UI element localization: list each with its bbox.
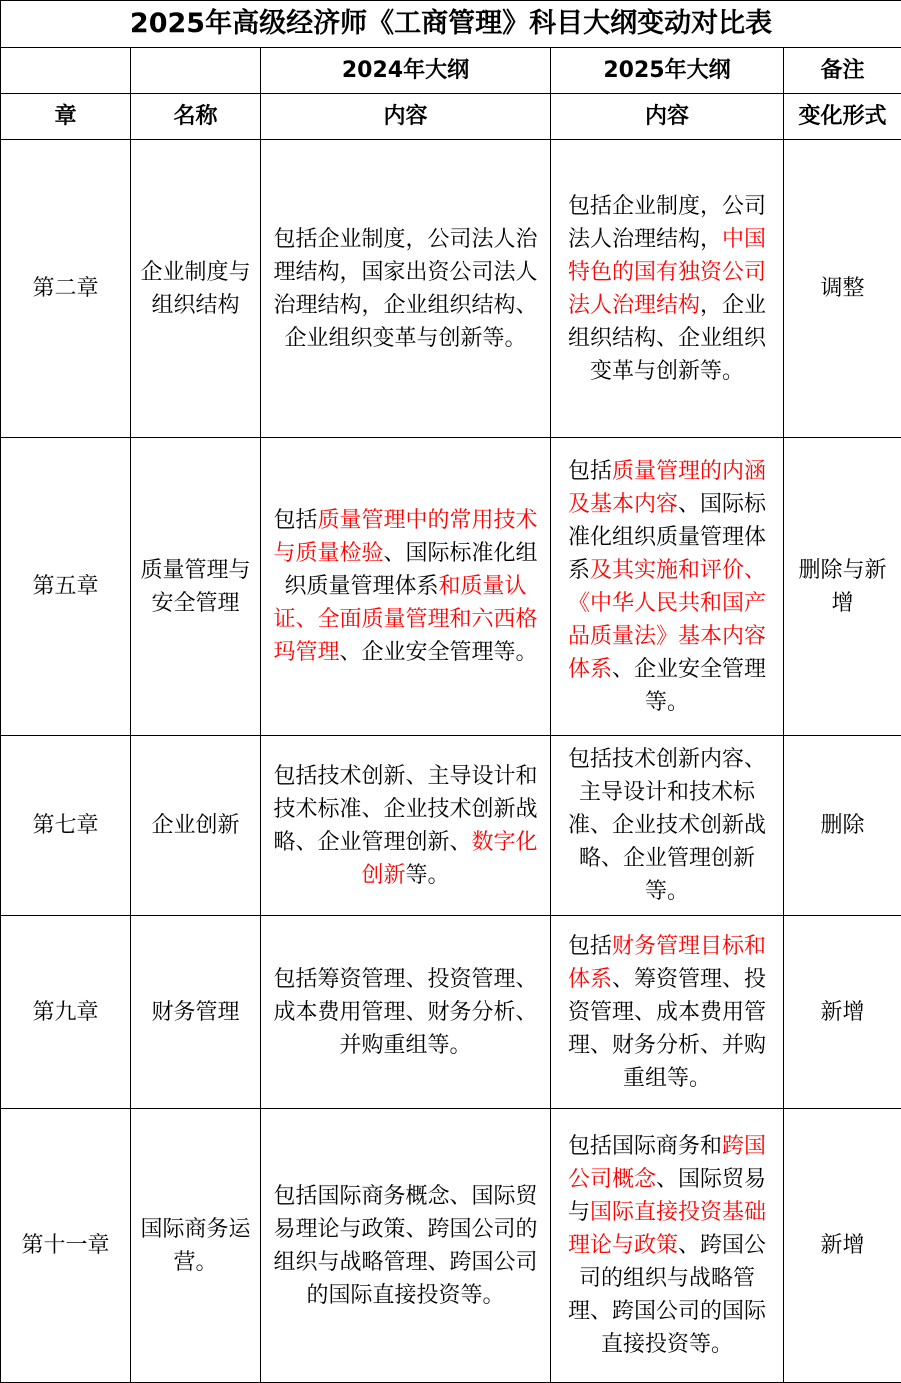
content-text: 包括企业制度，公司法人治理结构，国家出资公司法人治理结构，企业组织结构、企业组织变革与创新等。: [273, 227, 537, 351]
change-type-cell: 调整: [784, 140, 901, 438]
name-cell: 国际商务运营。: [131, 1109, 261, 1383]
chapter-cell: 第十一章: [1, 1109, 131, 1383]
content-2025-cell: [551, 140, 784, 438]
content-text: 包括国际商务概念、国际贸易理论与政策、跨国公司的组织与战略管理、跨国公司的国际直接投资等。: [273, 1184, 537, 1308]
header-content-2025: 内容: [551, 94, 784, 140]
content-text: 、国际贸易与: [568, 1167, 766, 1225]
content-text: ，企业组织结构、企业组织变革与创新等。: [568, 293, 766, 384]
content-text: 包括筹资管理、投资管理、成本费用管理、财务分析、并购重组等。: [273, 967, 537, 1058]
header-2024-syllabus: 2024年大纲: [261, 48, 551, 94]
content-2024-cell: [261, 438, 551, 736]
content-2025-cell: [551, 736, 784, 916]
content-text: 等。: [406, 863, 450, 888]
header-content-2024: 内容: [261, 94, 551, 140]
header-row-1: [1, 48, 901, 94]
change-type-cell: 新增: [784, 1109, 901, 1383]
content-text: 包括: [273, 508, 317, 533]
content-text: 包括: [568, 459, 612, 484]
content-2024-cell: [261, 736, 551, 916]
highlighted-change-text: 数字化创新: [361, 830, 537, 888]
highlighted-change-text: 财务管理目标和体系: [568, 934, 766, 992]
content-2025-cell: [551, 438, 784, 736]
table-row: [1, 438, 901, 736]
content-2024-cell: [261, 916, 551, 1109]
chapter-cell: 第五章: [1, 438, 131, 736]
change-type-cell: 删除: [784, 736, 901, 916]
header-remarks: 备注: [784, 48, 901, 94]
content-text: 、企业安全管理等。: [612, 657, 766, 715]
highlighted-change-text: 跨国公司概念: [568, 1134, 766, 1192]
title-row: [1, 1, 901, 48]
name-cell: 企业创新: [131, 736, 261, 916]
header-2025-syllabus: 2025年大纲: [551, 48, 784, 94]
highlighted-change-text: 和质量认证、全面质量管理和六西格玛管理: [273, 574, 537, 665]
chapter-cell: 第二章: [1, 140, 131, 438]
change-type-cell: 删除与新增: [784, 438, 901, 736]
content-text: 包括企业制度，公司法人治理结构，: [568, 194, 766, 252]
header-name: 名称: [131, 94, 261, 140]
content-text: 、国际标准化组织质量管理体系: [284, 541, 537, 599]
name-cell: 企业制度与组织结构: [131, 140, 261, 438]
table-row: [1, 916, 901, 1109]
header-blank-1: [1, 48, 131, 94]
highlighted-change-text: 国际直接投资基础理论与政策: [568, 1200, 766, 1258]
content-text: 包括: [568, 934, 612, 959]
content-text: 、企业安全管理等。: [340, 640, 538, 665]
header-row-2: [1, 94, 901, 140]
content-2024-cell: [261, 1109, 551, 1383]
content-text: 包括国际商务和: [568, 1134, 722, 1159]
highlighted-change-text: 及其实施和评价、《中华人民共和国产品质量法》基本内容体系: [568, 558, 766, 682]
content-text: 、跨国公司的组织与战略管理、跨国公司的国际直接投资等。: [568, 1233, 766, 1357]
name-cell: 质量管理与安全管理: [131, 438, 261, 736]
change-type-cell: 新增: [784, 916, 901, 1109]
header-change-type: 变化形式: [784, 94, 901, 140]
highlighted-change-text: 质量管理的内涵及基本内容: [568, 459, 766, 517]
chapter-cell: 第七章: [1, 736, 131, 916]
table-row: [1, 140, 901, 438]
content-text: 包括技术创新内容、主导设计和技术标准、企业技术创新战略、企业管理创新等。: [568, 747, 766, 904]
content-2025-cell: [551, 916, 784, 1109]
content-text: 包括技术创新、主导设计和技术标准、企业技术创新战略、企业管理创新、: [273, 764, 537, 855]
table-title: 2025年高级经济师《工商管理》科目大纲变动对比表: [1, 1, 901, 48]
table-row: [1, 1109, 901, 1383]
content-text: 、国际标准化组织质量管理体系: [568, 492, 766, 583]
chapter-cell: 第九章: [1, 916, 131, 1109]
name-cell: 财务管理: [131, 916, 261, 1109]
content-text: 、筹资管理、投资管理、成本费用管理、财务分析、并购重组等。: [568, 967, 766, 1091]
highlighted-change-text: 质量管理中的常用技术与质量检验: [273, 508, 537, 566]
header-chapter: 章: [1, 94, 131, 140]
content-2024-cell: [261, 140, 551, 438]
content-2025-cell: [551, 1109, 784, 1383]
table-row: [1, 736, 901, 916]
header-blank-2: [131, 48, 261, 94]
highlighted-change-text: 中国特色的国有独资公司法人治理结构: [568, 227, 766, 318]
